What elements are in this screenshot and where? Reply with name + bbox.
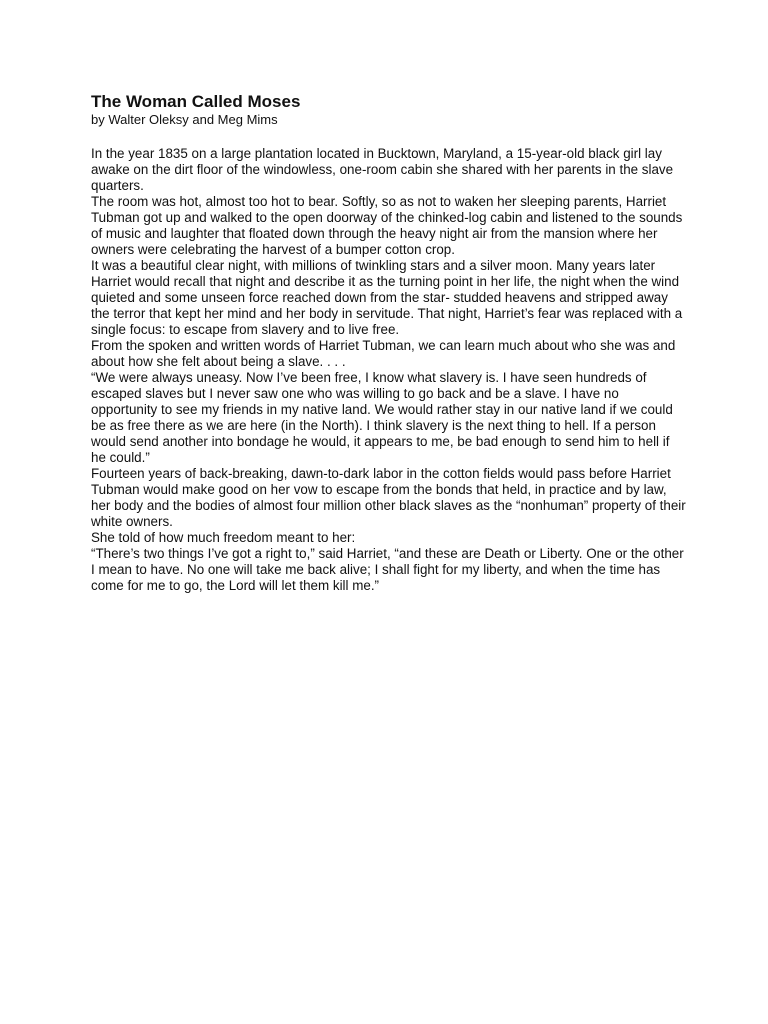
document-title: The Woman Called Moses xyxy=(91,92,301,111)
paragraph-1: In the year 1835 on a large plantation located in Bucktown, Maryland, a 15-year-old black girl lay awake on the dirt floor of the windowless, one-room cabin she shared with her parents in the slave quarters. xyxy=(91,146,674,193)
paragraph-3: It was a beautiful clear night, with millions of twinkling stars and a silver moon. Many years later Harriet would recall that night and describe it as the turning point in her life, the night when the wind quieted and some unseen force reached down from the star- studded heavens and stripped away the terror that kept her mind and her body in servitude. That night, Harriet’s fear was replaced with a single focus: to escape from slavery and to live free. xyxy=(91,258,683,337)
paragraph-5: Fourteen years of back-breaking, dawn-to-dark labor in the cotton fields would pass before Harriet Tubman would make good on her vow to escape from the bonds that held, in practice and by law, her body and the bodies of almost four million other black slaves as the “nonhuman” property of their white owners. xyxy=(91,466,686,529)
quote-2: “There’s two things I’ve got a right to,” said Harriet, “and these are Death or Liberty. One or the other I mean to have. No one will take me back alive; I shall fight for my liberty, and when the time has come for me to go, the Lord will let them kill me.” xyxy=(91,546,684,593)
document-page xyxy=(91,92,687,594)
quote-1: “We were always uneasy. Now I’ve been free, I know what slavery is. I have seen hundreds of escaped slaves but I never saw one who was willing to go back and be a slave. I have no opportunity to see my friends in my native land. We would rather stay in our native land if we could be as free there as we are here (in the North). I think slavery is the next thing to hell. If a person would send another into bondage he would, it appears to me, be bad enough to send him to hell if he could.” xyxy=(91,370,673,465)
document-byline: by Walter Oleksy and Meg Mims xyxy=(91,112,278,127)
paragraph-4: From the spoken and written words of Harriet Tubman, we can learn much about who she was and about how she felt about being a slave. . . . xyxy=(91,338,676,369)
paragraph-6: She told of how much freedom meant to her: xyxy=(91,530,356,545)
paragraph-2: The room was hot, almost too hot to bear. Softly, so as not to waken her sleeping parents, Harriet Tubman got up and walked to the open doorway of the chinked-log cabin and listened to the sounds of music and laughter that floated down through the heavy night air from the mansion where her owners were celebrating the harvest of a bumper cotton crop. xyxy=(91,194,683,257)
